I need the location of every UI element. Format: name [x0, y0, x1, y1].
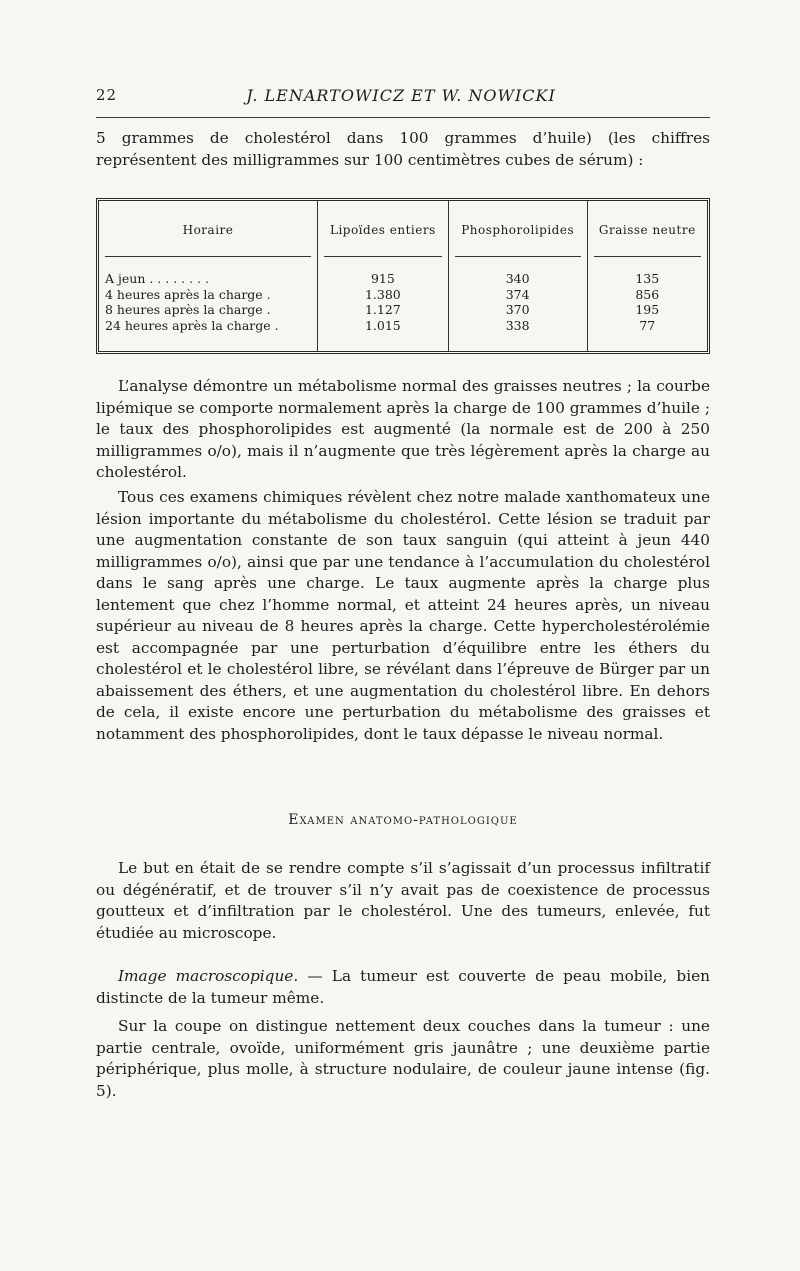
lipoides-column [318, 259, 449, 351]
table-cell: 338 [505, 317, 530, 333]
lipid-table-grid [99, 201, 707, 351]
section-paragraph: Sur la coupe on distingue nettement deux couches dans la tumeur : une partie centrale, ovoïde, uniformément gris jaunâtre ; une deuxième partie périphérique, plus molle, à structure nodulaire, de couleur jaune intense (fig. 5). [96, 1017, 710, 1100]
running-head [96, 86, 706, 110]
header-phosphorolipides: Phosphorolipides [448, 201, 587, 259]
intro-paragraph: 5 grammes de cholestérol dans 100 grammes d’huile) (les chiffres représentent des milligrammes sur 100 centimètres cubes de sérum) : [96, 129, 710, 169]
header-rule [96, 117, 710, 118]
graisse-neutre-column [587, 259, 707, 351]
page-number: 22 [96, 86, 118, 104]
table-cell: A jeun . . . . . . . . [105, 271, 209, 286]
phosphorolipides-column [448, 259, 587, 351]
table-cell: 24 heures après la charge . [105, 317, 279, 333]
table-cell: 1.380 [364, 286, 401, 302]
table-cell: 8 heures après la charge . [105, 302, 271, 317]
header-lipoides: Lipoïdes entiers [318, 201, 449, 259]
table-cell: 1.127 [364, 302, 401, 317]
table-cell: 135 [635, 271, 660, 286]
table-cell: 340 [505, 271, 530, 286]
horaire-column [99, 259, 318, 351]
header-graisse-neutre: Graisse neutre [587, 201, 707, 259]
table-cell: 370 [505, 302, 530, 317]
table-cell: 856 [635, 286, 660, 302]
table-cell: 77 [639, 317, 656, 333]
table-cell: 195 [635, 302, 660, 317]
header-horaire: Horaire [99, 201, 318, 259]
macroscopic-lead: Image macroscopique. [118, 967, 299, 985]
section-heading: Examen anatomo-pathologique [288, 812, 518, 828]
lipid-table [96, 198, 710, 354]
macroscopic-text: — La tumeur est couverte de peau mobile, bien distincte de la tumeur même. [96, 967, 710, 1007]
analysis-paragraph: L’analyse démontre un métabolisme normal des graisses neutres ; la courbe lipémique se comporte normalement après la charge de 100 grammes d’huile ; le taux des phosphorolipides est augmenté (la normale est de 200 à 250 milligrammes o/o), mais il n’augmente que très légèrement après la charge au cholestérol. [96, 377, 710, 481]
purpose-paragraph: Le but en était de se rendre compte s’il s’agissait d’un processus infiltratif ou dégénératif, et de trouver s’il n’y avait pas de coexistence de processus goutteux et d’infiltration par le cholestérol. Une des tumeurs, enlevée, fut étudiée au microscope. [96, 859, 710, 942]
table-cell: 374 [505, 286, 530, 302]
table-header-row [99, 201, 707, 259]
macroscopic-paragraph [96, 966, 710, 1009]
table-cell: 915 [370, 271, 395, 286]
examens-paragraph: Tous ces examens chimiques révèlent chez notre malade xanthomateux une lésion importante du métabolisme du cholestérol. Cette lésion se traduit par une augmentation constante de son taux sanguin (qui atteint à jeun 440 milligrammes o/o), ainsi que par une tendance à l’accumulation du cholestérol dans le sang après une charge. Le taux augmente après la charge plus lentement que chez l’homme normal, et atteint 24 heures après, un niveau supérieur au niveau de 8 heures après la charge. Cette hypercholestérolémie est accompagnée par une perturbation d’équilibre entre les éthers du cholestérol et le cholestérol libre, se révélant dans l’épreuve de Bürger par un abaissement des éthers, et une augmentation du cholestérol libre. En dehors de cela, il existe encore une perturbation du métabolisme des graisses et notamment des phosphorolipides, dont le taux dépasse le niveau normal. [96, 488, 710, 743]
table-body [99, 259, 707, 351]
table-cell: 4 heures après la charge . [105, 286, 271, 302]
table-cell: 1.015 [364, 317, 401, 333]
running-title: J. LENARTOWICZ ET W. NOWICKI [246, 86, 556, 105]
